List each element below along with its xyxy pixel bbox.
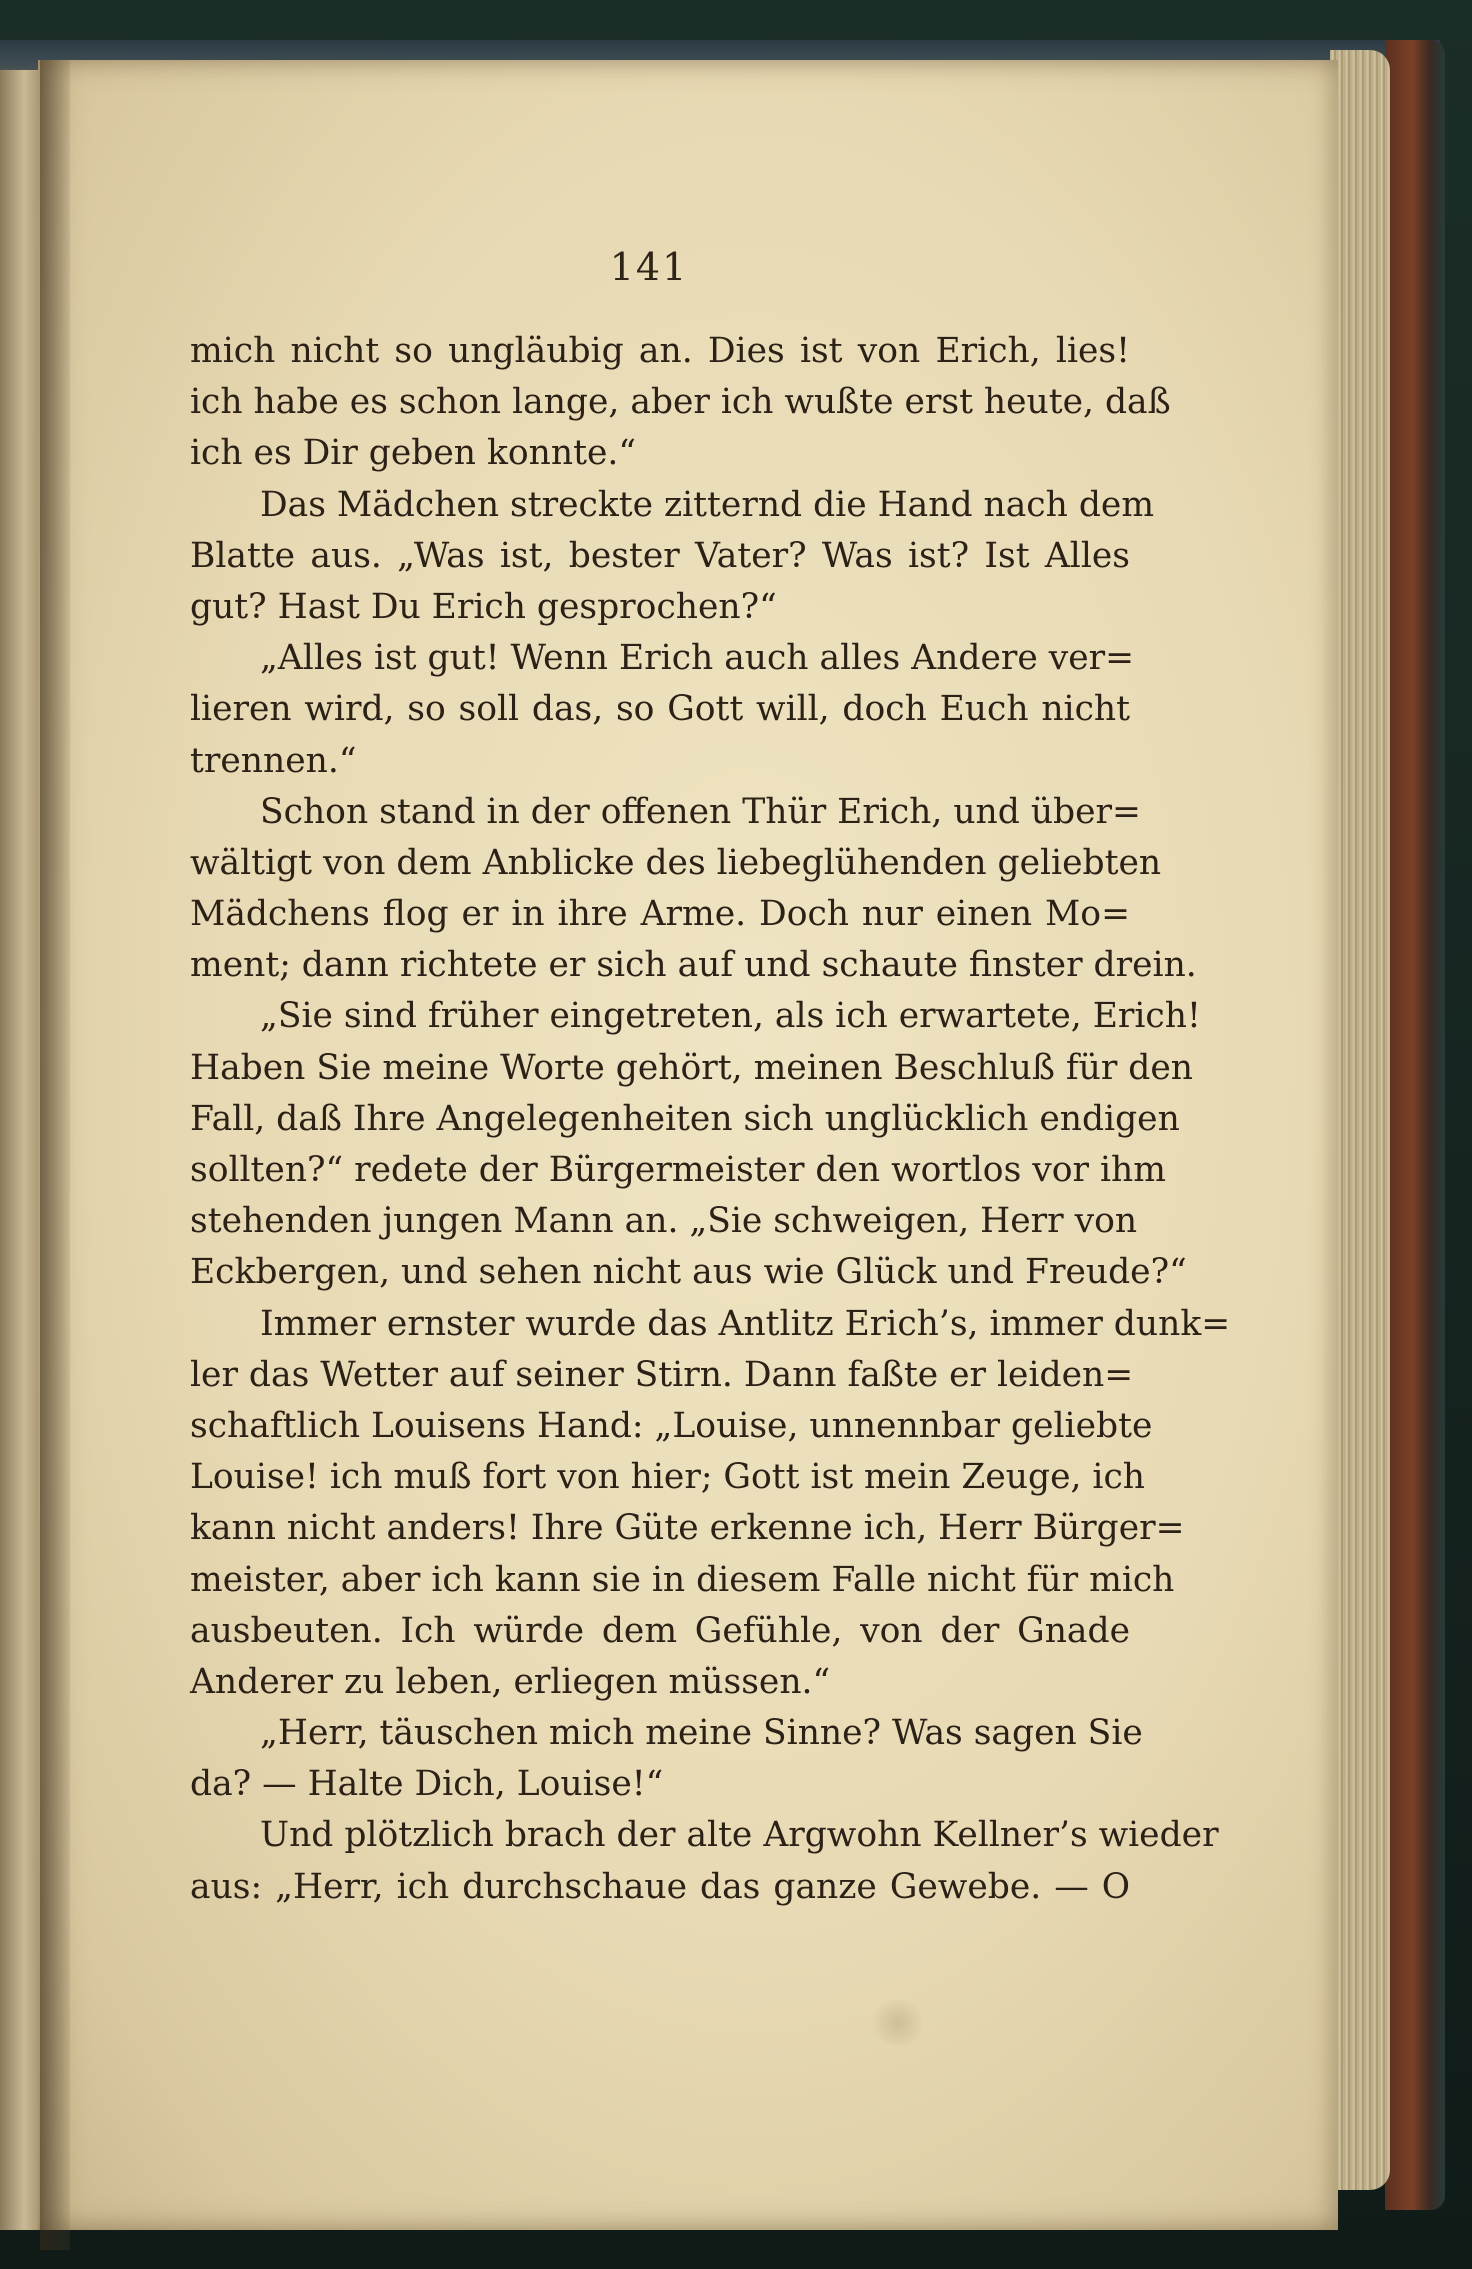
text-line: ler das Wetter auf seiner Stirn. Dann faßte er leiden= bbox=[190, 1354, 1134, 1395]
text-line: sollten?“ redete der Bürgermeister den wortlos vor ihm bbox=[190, 1150, 1166, 1190]
text-line: da? — Halte Dich, Louise!“ bbox=[190, 1764, 664, 1805]
page-number: 141 bbox=[609, 245, 689, 289]
text-line: meister, aber ich kann sie in diesem Falle nicht für mich bbox=[190, 1559, 1175, 1600]
text-line: „Herr, täuschen mich meine Sinne? Was sagen Sie bbox=[260, 1713, 1143, 1754]
text-line: trennen.“ bbox=[190, 740, 357, 781]
text-line: ment; dann richtete er sich auf und schaute finster drein. bbox=[190, 945, 1197, 986]
book-cover-right bbox=[1385, 40, 1445, 2210]
text-line: aus: „Herr, ich durchschaue das ganze Gewebe. — O bbox=[190, 1866, 1130, 1907]
text-line: ausbeuten. Ich würde dem Gefühle, von der Gnade bbox=[190, 1610, 1130, 1651]
text-line: Und plötzlich brach der alte Argwohn Kellner’s wieder bbox=[260, 1815, 1219, 1856]
text-line: Eckbergen, und sehen nicht aus wie Glück und Freude?“ bbox=[190, 1252, 1187, 1293]
text-line: schaftlich Louisens Hand: „Louise, unnennbar geliebte bbox=[190, 1405, 1153, 1446]
text-line: „Sie sind früher eingetreten, als ich erwartete, Erich! bbox=[260, 996, 1201, 1037]
paper-stain bbox=[868, 2000, 928, 2046]
text-line: „Alles ist gut! Wenn Erich auch alles Andere ver= bbox=[260, 638, 1135, 679]
text-line: Louise! ich muß fort von hier; Gott ist mein Zeuge, ich bbox=[190, 1457, 1145, 1498]
spine-shadow bbox=[40, 60, 70, 2250]
book-page bbox=[38, 60, 1338, 2230]
text-line: Blatte aus. „Was ist, bester Vater? Was ist? Ist Alles bbox=[190, 535, 1130, 576]
page-text bbox=[190, 326, 1231, 1913]
text-line: mich nicht so ungläubig an. Dies ist von Erich, lies! bbox=[190, 331, 1130, 371]
page-edges bbox=[1330, 50, 1390, 2190]
facing-page-edge bbox=[0, 70, 42, 2230]
text-line: Fall, daß Ihre Angelegenheiten sich unglücklich endigen bbox=[190, 1098, 1180, 1139]
text-line: Das Mädchen streckte zitternd die Hand nach dem bbox=[260, 484, 1155, 525]
text-line: ich habe es schon lange, aber ich wußte erst heute, daß bbox=[190, 382, 1171, 423]
text-line: lieren wird, so soll das, so Gott will, doch Euch nicht bbox=[190, 689, 1130, 730]
text-line: gut? Hast Du Erich gesprochen?“ bbox=[190, 586, 777, 627]
text-line: kann nicht anders! Ihre Güte erkenne ich, Herr Bürger= bbox=[190, 1508, 1185, 1549]
text-line: Schon stand in der offenen Thür Erich, und über= bbox=[260, 791, 1141, 832]
text-line: Haben Sie meine Worte gehört, meinen Beschluß für den bbox=[190, 1047, 1194, 1088]
text-line: stehenden jungen Mann an. „Sie schweigen, Herr von bbox=[190, 1201, 1138, 1242]
text-line: Immer ernster wurde das Antlitz Erich’s, immer dunk= bbox=[260, 1303, 1231, 1344]
text-line: ich es Dir geben konnte.“ bbox=[190, 433, 636, 474]
text-line: wältigt von dem Anblicke des liebeglühenden geliebten bbox=[190, 842, 1162, 883]
text-line: Anderer zu leben, erliegen müssen.“ bbox=[190, 1661, 831, 1702]
text-line: Mädchens flog er in ihre Arme. Doch nur einen Mo= bbox=[190, 894, 1130, 935]
